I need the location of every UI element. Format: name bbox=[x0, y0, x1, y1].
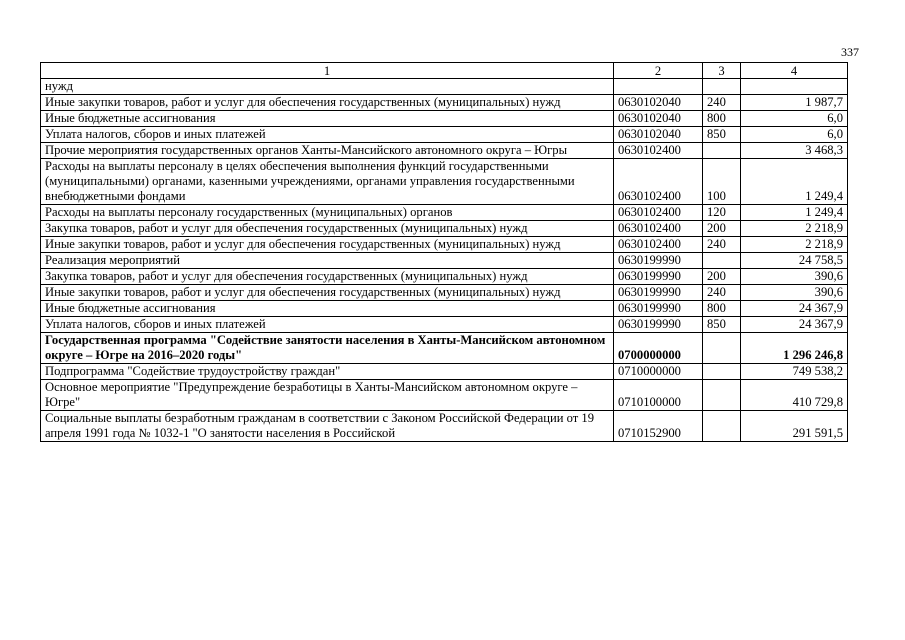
row-name-cell: нужд bbox=[41, 79, 614, 95]
table-row bbox=[41, 159, 848, 205]
row-sum-cell bbox=[741, 79, 848, 95]
row-type-cell: 100 bbox=[703, 159, 741, 205]
table-row bbox=[41, 285, 848, 301]
table-row bbox=[41, 221, 848, 237]
row-sum-cell: 749 538,2 bbox=[741, 364, 848, 380]
table-row bbox=[41, 364, 848, 380]
page-number: 337 bbox=[841, 45, 859, 59]
row-code-cell: 0630102400 bbox=[614, 205, 703, 221]
row-type-cell: 240 bbox=[703, 237, 741, 253]
row-name-cell: Иные закупки товаров, работ и услуг для обеспечения государственных (муниципальных) нужд bbox=[41, 285, 614, 301]
header-col-3: 3 bbox=[703, 63, 741, 79]
row-sum-cell: 1 249,4 bbox=[741, 159, 848, 205]
row-code-cell: 0630199990 bbox=[614, 269, 703, 285]
table-row bbox=[41, 333, 848, 364]
row-name-cell: Государственная программа "Содействие занятости населения в Ханты-Мансийском автономном округе – Югре на 2016–2020 годы" bbox=[41, 333, 614, 364]
row-code-cell: 0700000000 bbox=[614, 333, 703, 364]
table-row bbox=[41, 95, 848, 111]
row-sum-cell: 2 218,9 bbox=[741, 221, 848, 237]
row-code-cell: 0630102040 bbox=[614, 127, 703, 143]
table-row bbox=[41, 237, 848, 253]
row-sum-cell: 24 758,5 bbox=[741, 253, 848, 269]
row-name-cell: Прочие мероприятия государственных органов Ханты-Мансийского автономного округа – Югры bbox=[41, 143, 614, 159]
row-name-cell: Иные бюджетные ассигнования bbox=[41, 301, 614, 317]
row-name-cell: Иные бюджетные ассигнования bbox=[41, 111, 614, 127]
row-sum-cell: 24 367,9 bbox=[741, 317, 848, 333]
row-type-cell: 200 bbox=[703, 221, 741, 237]
row-sum-cell: 2 218,9 bbox=[741, 237, 848, 253]
table-row bbox=[41, 143, 848, 159]
header-col-2: 2 bbox=[614, 63, 703, 79]
row-code-cell: 0630199990 bbox=[614, 285, 703, 301]
row-name-cell: Основное мероприятие "Предупреждение безработицы в Ханты-Мансийском автономном округе – Югре" bbox=[41, 380, 614, 411]
row-type-cell: 240 bbox=[703, 285, 741, 301]
row-type-cell bbox=[703, 253, 741, 269]
table-row bbox=[41, 317, 848, 333]
row-name-cell: Уплата налогов, сборов и иных платежей bbox=[41, 317, 614, 333]
table-row bbox=[41, 380, 848, 411]
row-name-cell: Уплата налогов, сборов и иных платежей bbox=[41, 127, 614, 143]
row-type-cell bbox=[703, 333, 741, 364]
row-sum-cell: 1 249,4 bbox=[741, 205, 848, 221]
row-type-cell bbox=[703, 364, 741, 380]
header-col-1: 1 bbox=[41, 63, 614, 79]
row-code-cell: 0630199990 bbox=[614, 253, 703, 269]
row-name-cell: Закупка товаров, работ и услуг для обеспечения государственных (муниципальных) нужд bbox=[41, 221, 614, 237]
row-type-cell: 850 bbox=[703, 317, 741, 333]
row-sum-cell: 1 296 246,8 bbox=[741, 333, 848, 364]
row-type-cell: 240 bbox=[703, 95, 741, 111]
row-name-cell: Реализация мероприятий bbox=[41, 253, 614, 269]
row-code-cell: 0710152900 bbox=[614, 411, 703, 442]
row-name-cell: Иные закупки товаров, работ и услуг для обеспечения государственных (муниципальных) нужд bbox=[41, 237, 614, 253]
row-name-cell: Расходы на выплаты персоналу в целях обеспечения выполнения функций государственными (муниципальными) органами, казенными учреждениями, органами управления государственными внебюджетными фондами bbox=[41, 159, 614, 205]
row-code-cell: 0630102040 bbox=[614, 111, 703, 127]
row-type-cell bbox=[703, 411, 741, 442]
header-col-4: 4 bbox=[741, 63, 848, 79]
row-sum-cell: 410 729,8 bbox=[741, 380, 848, 411]
table-header-row bbox=[41, 63, 848, 79]
row-sum-cell: 6,0 bbox=[741, 111, 848, 127]
row-name-cell: Социальные выплаты безработным гражданам в соответствии с Законом Российской Федерации от 19 апреля 1991 года № 1032-1 "О занятости населения в Российской bbox=[41, 411, 614, 442]
row-code-cell: 0710100000 bbox=[614, 380, 703, 411]
row-code-cell: 0630102400 bbox=[614, 143, 703, 159]
row-code-cell: 0630102040 bbox=[614, 95, 703, 111]
table-row bbox=[41, 79, 848, 95]
row-name-cell: Иные закупки товаров, работ и услуг для обеспечения государственных (муниципальных) нужд bbox=[41, 95, 614, 111]
row-type-cell: 850 bbox=[703, 127, 741, 143]
table-row bbox=[41, 411, 848, 442]
row-sum-cell: 291 591,5 bbox=[741, 411, 848, 442]
row-type-cell: 200 bbox=[703, 269, 741, 285]
row-sum-cell: 3 468,3 bbox=[741, 143, 848, 159]
row-name-cell: Подпрограмма "Содействие трудоустройству граждан" bbox=[41, 364, 614, 380]
row-name-cell: Расходы на выплаты персоналу государственных (муниципальных) органов bbox=[41, 205, 614, 221]
row-type-cell: 800 bbox=[703, 111, 741, 127]
table-row bbox=[41, 127, 848, 143]
table-row bbox=[41, 301, 848, 317]
row-type-cell bbox=[703, 143, 741, 159]
row-sum-cell: 390,6 bbox=[741, 269, 848, 285]
budget-table-body bbox=[41, 63, 848, 442]
row-type-cell: 800 bbox=[703, 301, 741, 317]
row-code-cell: 0630102400 bbox=[614, 237, 703, 253]
table-row bbox=[41, 253, 848, 269]
table-row bbox=[41, 205, 848, 221]
row-name-cell: Закупка товаров, работ и услуг для обеспечения государственных (муниципальных) нужд bbox=[41, 269, 614, 285]
row-code-cell bbox=[614, 79, 703, 95]
row-code-cell: 0630199990 bbox=[614, 301, 703, 317]
row-sum-cell: 24 367,9 bbox=[741, 301, 848, 317]
table-row bbox=[41, 111, 848, 127]
row-code-cell: 0710000000 bbox=[614, 364, 703, 380]
row-type-cell: 120 bbox=[703, 205, 741, 221]
budget-table bbox=[40, 62, 848, 442]
row-sum-cell: 6,0 bbox=[741, 127, 848, 143]
row-type-cell bbox=[703, 380, 741, 411]
row-sum-cell: 390,6 bbox=[741, 285, 848, 301]
row-code-cell: 0630199990 bbox=[614, 317, 703, 333]
row-type-cell bbox=[703, 79, 741, 95]
row-code-cell: 0630102400 bbox=[614, 221, 703, 237]
row-sum-cell: 1 987,7 bbox=[741, 95, 848, 111]
table-row bbox=[41, 269, 848, 285]
row-code-cell: 0630102400 bbox=[614, 159, 703, 205]
